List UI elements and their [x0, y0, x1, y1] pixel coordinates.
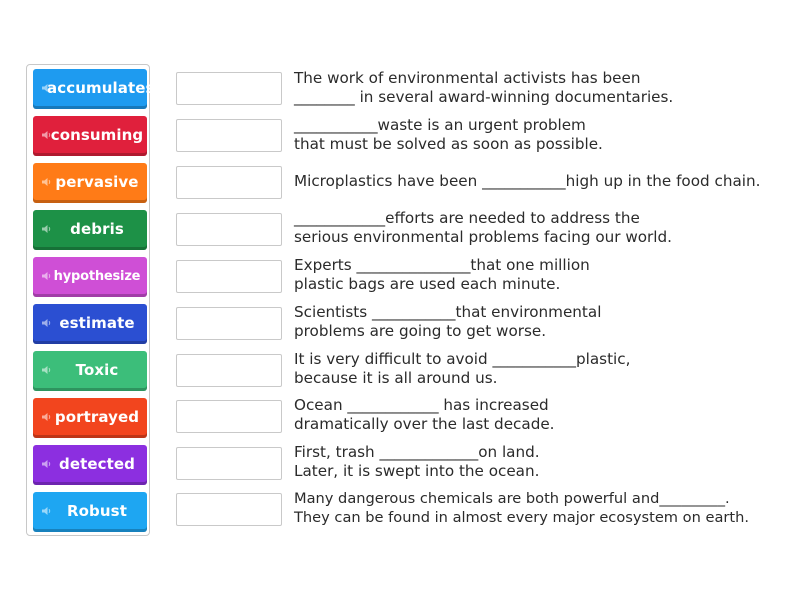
word-tile-robust[interactable] — [33, 492, 147, 532]
word-label: consuming — [50, 126, 144, 144]
sentence-prompt — [294, 303, 794, 341]
speaker-icon[interactable] — [42, 459, 52, 469]
word-label: hypothesize — [53, 268, 141, 284]
sentence-line: dramatically over the last decade. — [294, 415, 555, 433]
answer-drop-box[interactable] — [176, 307, 282, 340]
answer-drop-box[interactable] — [176, 493, 282, 526]
word-bank-panel — [26, 64, 155, 536]
sentence-line: Later, it is swept into the ocean. — [294, 462, 540, 480]
word-label: Robust — [67, 502, 127, 520]
answer-drop-box[interactable] — [176, 213, 282, 246]
speaker-icon[interactable] — [42, 177, 52, 187]
sentence-line: Experts _______________that one million — [294, 256, 590, 274]
speaker-icon[interactable] — [42, 365, 52, 375]
speaker-icon[interactable] — [42, 318, 52, 328]
word-tile-hypothesize[interactable] — [33, 257, 147, 297]
word-tile-accumulates[interactable] — [33, 69, 155, 109]
sentence-prompt — [294, 69, 794, 107]
speaker-icon[interactable] — [42, 130, 52, 140]
word-tile-consuming[interactable] — [33, 116, 147, 156]
word-label: estimate — [59, 314, 135, 332]
sentence-line: ____________efforts are needed to address the — [294, 209, 640, 227]
word-tile-detected[interactable] — [33, 445, 147, 485]
sentence-line: First, trash _____________on land. — [294, 443, 540, 461]
sentence-line: Ocean ____________ has increased — [294, 396, 549, 414]
speaker-icon[interactable] — [42, 271, 52, 281]
word-label: portrayed — [54, 408, 140, 426]
answer-drop-box[interactable] — [176, 354, 282, 387]
word-label: accumulates — [47, 79, 155, 97]
speaker-icon[interactable] — [42, 412, 52, 422]
answer-drop-box[interactable] — [176, 260, 282, 293]
word-tile-estimate[interactable] — [33, 304, 147, 344]
sentence-line: They can be found in almost every major ecosystem on earth. — [294, 509, 750, 526]
sentence-prompt — [294, 443, 794, 481]
sentence-prompt — [294, 350, 794, 388]
sentence-line: It is very difficult to avoid ___________plastic, — [294, 350, 631, 368]
sentence-line: Microplastics have been ___________high up in the food chain. — [294, 172, 761, 190]
sentence-line: The work of environmental activists has been — [294, 69, 641, 87]
word-label: debris — [70, 220, 124, 238]
sentence-line: ________ in several award-winning documentaries. — [294, 88, 674, 106]
word-label: Toxic — [75, 361, 119, 379]
speaker-icon[interactable] — [42, 224, 52, 234]
speaker-icon[interactable] — [42, 506, 52, 516]
sentence-line: Scientists ___________that environmental — [294, 303, 602, 321]
sentence-line: problems are going to get worse. — [294, 322, 547, 340]
sentence-prompt — [294, 489, 794, 527]
answer-drop-box[interactable] — [176, 166, 282, 199]
sentence-prompt — [294, 256, 794, 294]
sentence-line: Many dangerous chemicals are both powerful and_________. — [294, 490, 730, 507]
word-label: pervasive — [55, 173, 139, 191]
sentence-prompt — [294, 396, 794, 434]
answer-drop-box[interactable] — [176, 72, 282, 105]
answer-drop-box[interactable] — [176, 400, 282, 433]
word-tile-toxic[interactable] — [33, 351, 147, 391]
sentence-line: that must be solved as soon as possible. — [294, 135, 603, 153]
word-label: detected — [58, 455, 136, 473]
sentence-line: plastic bags are used each minute. — [294, 275, 561, 293]
sentence-line: serious environmental problems facing our world. — [294, 228, 672, 246]
word-tile-portrayed[interactable] — [33, 398, 147, 438]
sentence-line: because it is all around us. — [294, 369, 498, 387]
sentence-line: ___________waste is an urgent problem — [294, 116, 586, 134]
answer-drop-box[interactable] — [176, 447, 282, 480]
word-tile-pervasive[interactable] — [33, 163, 147, 203]
sentence-prompt — [294, 172, 794, 191]
speaker-icon[interactable] — [42, 83, 52, 93]
word-tile-debris[interactable] — [33, 210, 147, 250]
answer-drop-box[interactable] — [176, 119, 282, 152]
sentence-prompt — [294, 209, 794, 247]
sentence-prompt — [294, 116, 794, 154]
